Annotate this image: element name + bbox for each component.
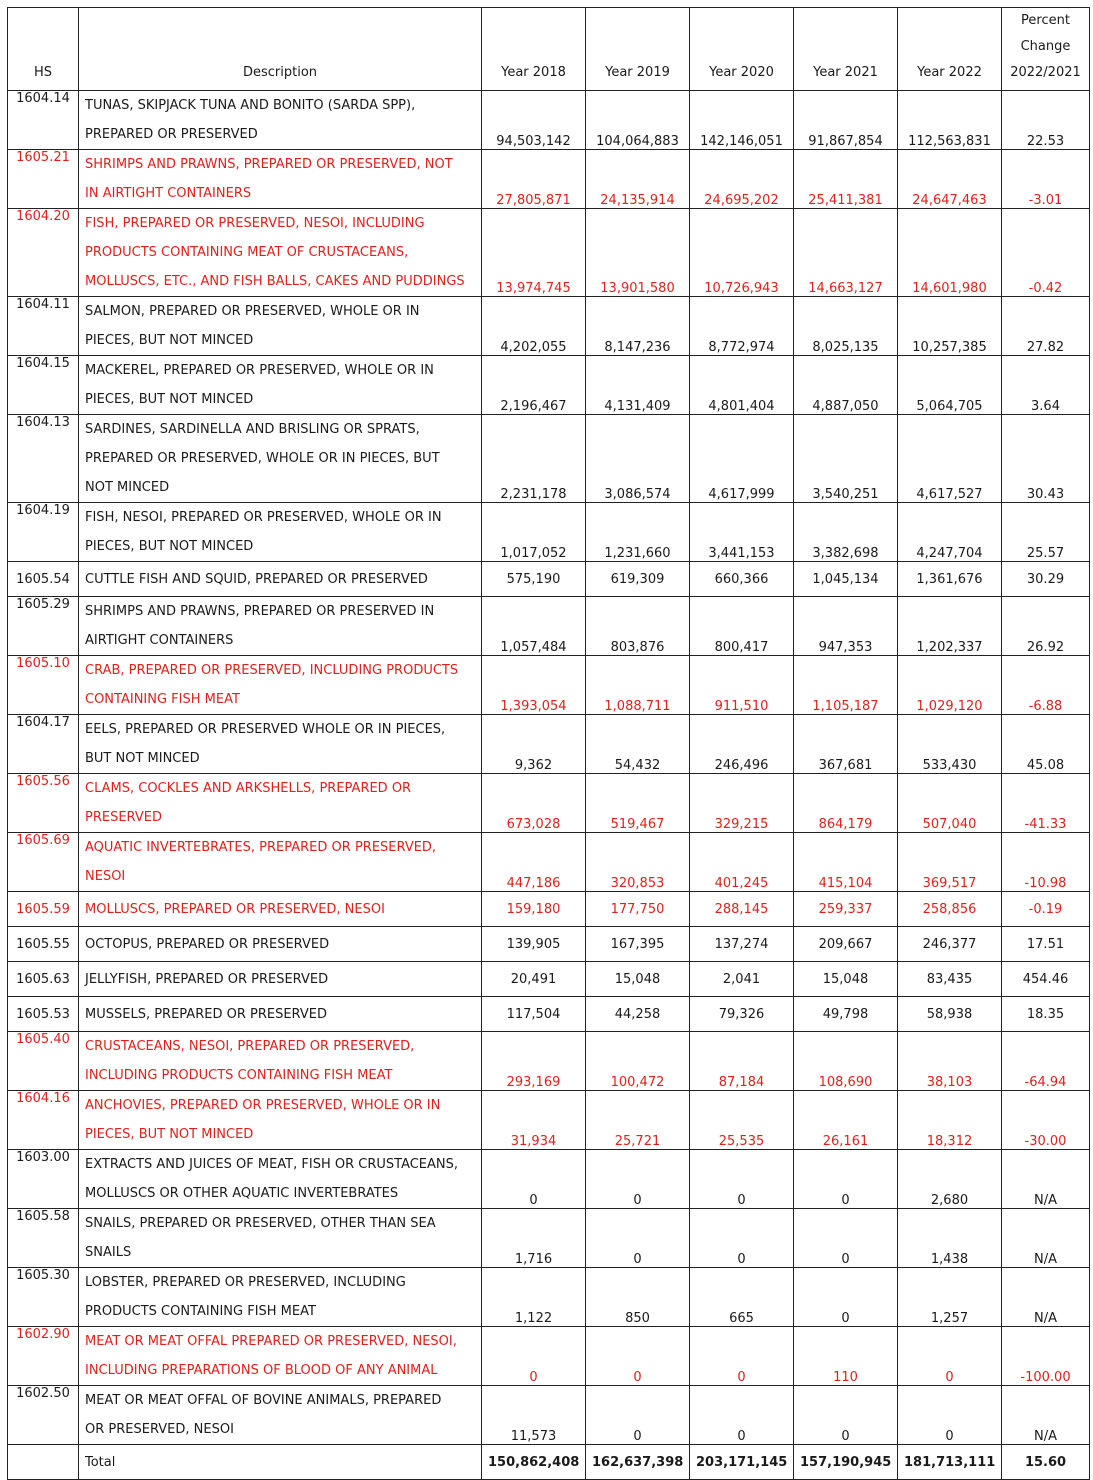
table-row: [8, 892, 1090, 927]
value-cell: 911,510: [690, 656, 794, 715]
table-row: [8, 415, 1090, 503]
value-cell: 110: [794, 1327, 898, 1386]
table-row: [8, 1091, 1090, 1150]
description-line: PRODUCTS CONTAINING MEAT OF CRUSTACEANS,: [85, 245, 409, 260]
table-row: [8, 774, 1090, 833]
description-line: OCTOPUS, PREPARED OR PRESERVED: [85, 936, 330, 952]
value-cell: 3,086,574: [586, 415, 690, 503]
description-line: CRUSTACEANS, NESOI, PREPARED OR PRESERVED,: [85, 1039, 415, 1054]
description-line: MACKEREL, PREPARED OR PRESERVED, WHOLE OR IN: [85, 363, 434, 378]
header-year: Year 2020: [690, 8, 794, 91]
value-cell: 1,122: [482, 1268, 586, 1327]
value-cell: 2,680: [898, 1150, 1002, 1209]
description-line: PIECES, BUT NOT MINCED: [85, 333, 254, 348]
table-row: [8, 356, 1090, 415]
value-cell: 117,504: [482, 997, 586, 1032]
header-year: Year 2022: [898, 8, 1002, 91]
value-cell: 2,041: [690, 962, 794, 997]
hs-code: 1603.00: [8, 1150, 79, 1209]
value-cell: 18,312: [898, 1091, 1002, 1150]
value-cell: 91,867,854: [794, 91, 898, 150]
table-row: [8, 1150, 1090, 1209]
percent-change: -10.98: [1002, 833, 1090, 892]
value-cell: 24,695,202: [690, 150, 794, 209]
percent-change: 3.64: [1002, 356, 1090, 415]
hs-code: 1605.29: [8, 597, 79, 656]
value-cell: 26,161: [794, 1091, 898, 1150]
value-cell: 137,274: [690, 927, 794, 962]
description-line: MOLLUSCS OR OTHER AQUATIC INVERTEBRATES: [85, 1186, 399, 1201]
hs-code: 1605.56: [8, 774, 79, 833]
value-cell: 8,147,236: [586, 297, 690, 356]
percent-change: 454.46: [1002, 962, 1090, 997]
hs-code: 1605.10: [8, 656, 79, 715]
value-cell: 447,186: [482, 833, 586, 892]
description-line: PREPARED OR PRESERVED, WHOLE OR IN PIECES, BUT: [85, 451, 440, 466]
value-cell: 104,064,883: [586, 91, 690, 150]
value-cell: 4,617,527: [898, 415, 1002, 503]
value-cell: 1,393,054: [482, 656, 586, 715]
value-cell: 94,503,142: [482, 91, 586, 150]
description: [79, 656, 482, 715]
value-cell: 20,491: [482, 962, 586, 997]
description: [79, 1386, 482, 1445]
value-cell: 4,617,999: [690, 415, 794, 503]
description: [79, 209, 482, 297]
header-year: Year 2021: [794, 8, 898, 91]
value-cell: 13,901,580: [586, 209, 690, 297]
percent-change: -30.00: [1002, 1091, 1090, 1150]
value-cell: 0: [690, 1209, 794, 1268]
value-cell: 1,438: [898, 1209, 1002, 1268]
value-cell: 0: [794, 1209, 898, 1268]
hs-code: 1605.59: [8, 892, 79, 927]
description-line: PREPARED OR PRESERVED: [85, 127, 258, 142]
value-cell: 2,196,467: [482, 356, 586, 415]
table-row: [8, 562, 1090, 597]
value-cell: 0: [586, 1209, 690, 1268]
table-row: [8, 1386, 1090, 1445]
value-cell: 87,184: [690, 1032, 794, 1091]
value-cell: 619,309: [586, 562, 690, 597]
value-cell: 108,690: [794, 1032, 898, 1091]
value-cell: 1,045,134: [794, 562, 898, 597]
description: [79, 927, 482, 962]
description: [79, 356, 482, 415]
hs-code: 1602.50: [8, 1386, 79, 1445]
value-cell: 1,017,052: [482, 503, 586, 562]
description-line: LOBSTER, PREPARED OR PRESERVED, INCLUDING: [85, 1275, 406, 1290]
value-cell: 401,245: [690, 833, 794, 892]
hs-code: 1604.13: [8, 415, 79, 503]
value-cell: 1,202,337: [898, 597, 1002, 656]
value-cell: 14,601,980: [898, 209, 1002, 297]
value-cell: 3,540,251: [794, 415, 898, 503]
percent-change: -100.00: [1002, 1327, 1090, 1386]
header-year: Year 2018: [482, 8, 586, 91]
value-cell: 864,179: [794, 774, 898, 833]
description: [79, 1268, 482, 1327]
value-cell: 0: [794, 1268, 898, 1327]
value-cell: 0: [898, 1386, 1002, 1445]
description-line: PIECES, BUT NOT MINCED: [85, 539, 254, 554]
hs-code: 1604.20: [8, 209, 79, 297]
table-row: [8, 1268, 1090, 1327]
value-cell: 79,326: [690, 997, 794, 1032]
table-row: [8, 715, 1090, 774]
description-line: AQUATIC INVERTEBRATES, PREPARED OR PRESERVED,: [85, 840, 437, 855]
value-cell: 25,721: [586, 1091, 690, 1150]
description: [79, 562, 482, 597]
value-cell: 4,131,409: [586, 356, 690, 415]
value-cell: 665: [690, 1268, 794, 1327]
description: [79, 297, 482, 356]
table-row: [8, 1032, 1090, 1091]
description-line: MEAT OR MEAT OFFAL PREPARED OR PRESERVED, NESOI,: [85, 1334, 457, 1349]
hs-code: 1602.90: [8, 1327, 79, 1386]
description-line: MUSSELS, PREPARED OR PRESERVED: [85, 1006, 327, 1022]
value-cell: 0: [690, 1327, 794, 1386]
value-cell: 38,103: [898, 1032, 1002, 1091]
value-cell: 25,535: [690, 1091, 794, 1150]
value-cell: 25,411,381: [794, 150, 898, 209]
table-row: [8, 150, 1090, 209]
table-row: [8, 91, 1090, 150]
value-cell: 1,105,187: [794, 656, 898, 715]
value-cell: 519,467: [586, 774, 690, 833]
value-cell: 329,215: [690, 774, 794, 833]
description-line: MOLLUSCS, ETC., AND FISH BALLS, CAKES AND PUDDINGS: [85, 274, 465, 289]
hs-code: [8, 1445, 79, 1480]
value-cell: 369,517: [898, 833, 1002, 892]
header-description: Description: [79, 8, 482, 91]
description: [79, 892, 482, 927]
percent-change: -41.33: [1002, 774, 1090, 833]
value-cell: 0: [586, 1150, 690, 1209]
description-line: INCLUDING PRODUCTS CONTAINING FISH MEAT: [85, 1068, 393, 1083]
hs-code: 1604.17: [8, 715, 79, 774]
value-cell: 13,974,745: [482, 209, 586, 297]
value-cell: 1,257: [898, 1268, 1002, 1327]
total-row: [8, 1445, 1090, 1480]
hs-code: 1605.58: [8, 1209, 79, 1268]
value-cell: 0: [898, 1327, 1002, 1386]
description: [79, 774, 482, 833]
description: [79, 997, 482, 1032]
table-body: [8, 91, 1090, 1480]
percent-change: N/A: [1002, 1268, 1090, 1327]
description-line: SNAILS: [85, 1245, 132, 1260]
value-cell: 24,647,463: [898, 150, 1002, 209]
value-cell: 44,258: [586, 997, 690, 1032]
table-row: [8, 997, 1090, 1032]
value-cell: 850: [586, 1268, 690, 1327]
hs-code: 1604.15: [8, 356, 79, 415]
description-line: PIECES, BUT NOT MINCED: [85, 1127, 254, 1142]
value-cell: 320,853: [586, 833, 690, 892]
value-cell: 49,798: [794, 997, 898, 1032]
percent-change: N/A: [1002, 1209, 1090, 1268]
value-cell: 800,417: [690, 597, 794, 656]
value-cell: 139,905: [482, 927, 586, 962]
value-cell: 24,135,914: [586, 150, 690, 209]
description-line: FISH, NESOI, PREPARED OR PRESERVED, WHOLE OR IN: [85, 510, 442, 525]
value-cell: 2,231,178: [482, 415, 586, 503]
header-percent-change: Percent Change 2022/2021: [1002, 8, 1090, 91]
description: [79, 1150, 482, 1209]
value-cell: 15,048: [794, 962, 898, 997]
description: [79, 833, 482, 892]
value-cell: 8,772,974: [690, 297, 794, 356]
value-cell: 54,432: [586, 715, 690, 774]
value-cell: 1,716: [482, 1209, 586, 1268]
percent-change: -0.42: [1002, 209, 1090, 297]
percent-change: 18.35: [1002, 997, 1090, 1032]
value-cell: 112,563,831: [898, 91, 1002, 150]
value-cell: 31,934: [482, 1091, 586, 1150]
value-cell: 167,395: [586, 927, 690, 962]
description-line: NESOI: [85, 869, 126, 884]
description: [79, 715, 482, 774]
value-cell: 4,801,404: [690, 356, 794, 415]
description: [79, 1327, 482, 1386]
description: [79, 91, 482, 150]
description-line: OR PRESERVED, NESOI: [85, 1422, 234, 1437]
hs-code: 1604.19: [8, 503, 79, 562]
value-cell: 533,430: [898, 715, 1002, 774]
table-row: [8, 597, 1090, 656]
trade-table: [7, 7, 1090, 1480]
description-line: MOLLUSCS, PREPARED OR PRESERVED, NESOI: [85, 901, 385, 917]
value-cell: 209,667: [794, 927, 898, 962]
total-value: 150,862,408: [482, 1445, 586, 1480]
description-line: PRODUCTS CONTAINING FISH MEAT: [85, 1304, 316, 1319]
description-line: SALMON, PREPARED OR PRESERVED, WHOLE OR IN: [85, 304, 420, 319]
value-cell: 14,663,127: [794, 209, 898, 297]
description-line: EXTRACTS AND JUICES OF MEAT, FISH OR CRUSTACEANS,: [85, 1157, 459, 1172]
description: [79, 503, 482, 562]
value-cell: 4,887,050: [794, 356, 898, 415]
value-cell: 1,088,711: [586, 656, 690, 715]
value-cell: 5,064,705: [898, 356, 1002, 415]
description-line: JELLYFISH, PREPARED OR PRESERVED: [85, 971, 329, 987]
description-line: SNAILS, PREPARED OR PRESERVED, OTHER THAN SEA: [85, 1216, 436, 1231]
value-cell: 367,681: [794, 715, 898, 774]
description: [79, 150, 482, 209]
value-cell: 177,750: [586, 892, 690, 927]
hs-code: 1605.30: [8, 1268, 79, 1327]
value-cell: 1,231,660: [586, 503, 690, 562]
header-hs: HS: [8, 8, 79, 91]
description-line: TUNAS, SKIPJACK TUNA AND BONITO (SARDA SPP),: [85, 98, 416, 113]
table-row: [8, 927, 1090, 962]
value-cell: 0: [482, 1327, 586, 1386]
value-cell: 4,202,055: [482, 297, 586, 356]
value-cell: 159,180: [482, 892, 586, 927]
total-value: 157,190,945: [794, 1445, 898, 1480]
description-line: IN AIRTIGHT CONTAINERS: [85, 186, 252, 201]
table-row: [8, 833, 1090, 892]
value-cell: 415,104: [794, 833, 898, 892]
table-row: [8, 656, 1090, 715]
hs-code: 1604.14: [8, 91, 79, 150]
hs-code: 1605.63: [8, 962, 79, 997]
value-cell: 288,145: [690, 892, 794, 927]
value-cell: 0: [690, 1386, 794, 1445]
percent-change: 30.29: [1002, 562, 1090, 597]
hs-code: 1604.11: [8, 297, 79, 356]
value-cell: 673,028: [482, 774, 586, 833]
percent-change: 25.57: [1002, 503, 1090, 562]
description: [79, 1032, 482, 1091]
description-line: SARDINES, SARDINELLA AND BRISLING OR SPRATS,: [85, 422, 420, 437]
value-cell: 11,573: [482, 1386, 586, 1445]
percent-change: -6.88: [1002, 656, 1090, 715]
value-cell: 803,876: [586, 597, 690, 656]
percent-change: 27.82: [1002, 297, 1090, 356]
total-label: Total: [79, 1445, 482, 1480]
description-line: SHRIMPS AND PRAWNS, PREPARED OR PRESERVED IN: [85, 604, 435, 619]
percent-change: N/A: [1002, 1386, 1090, 1445]
value-cell: 246,496: [690, 715, 794, 774]
description-line: PRESERVED: [85, 810, 162, 825]
value-cell: 947,353: [794, 597, 898, 656]
hs-code: 1605.21: [8, 150, 79, 209]
value-cell: 83,435: [898, 962, 1002, 997]
header-year: Year 2019: [586, 8, 690, 91]
description-line: PIECES, BUT NOT MINCED: [85, 392, 254, 407]
percent-change: -0.19: [1002, 892, 1090, 927]
percent-change: 17.51: [1002, 927, 1090, 962]
description-line: BUT NOT MINCED: [85, 751, 200, 766]
value-cell: 100,472: [586, 1032, 690, 1091]
description-line: CUTTLE FISH AND SQUID, PREPARED OR PRESERVED: [85, 571, 428, 587]
description: [79, 1091, 482, 1150]
value-cell: 0: [794, 1386, 898, 1445]
description-line: CONTAINING FISH MEAT: [85, 692, 240, 707]
value-cell: 142,146,051: [690, 91, 794, 150]
description-line: INCLUDING PREPARATIONS OF BLOOD OF ANY ANIMAL: [85, 1363, 438, 1378]
percent-change: 26.92: [1002, 597, 1090, 656]
value-cell: 1,029,120: [898, 656, 1002, 715]
value-cell: 0: [690, 1150, 794, 1209]
table-row: [8, 297, 1090, 356]
value-cell: 15,048: [586, 962, 690, 997]
value-cell: 58,938: [898, 997, 1002, 1032]
value-cell: 1,057,484: [482, 597, 586, 656]
value-cell: 0: [586, 1327, 690, 1386]
table-row: [8, 962, 1090, 997]
value-cell: 0: [794, 1150, 898, 1209]
value-cell: 3,382,698: [794, 503, 898, 562]
hs-code: 1605.40: [8, 1032, 79, 1091]
description-line: NOT MINCED: [85, 480, 170, 495]
description-line: ANCHOVIES, PREPARED OR PRESERVED, WHOLE OR IN: [85, 1098, 441, 1113]
percent-change: N/A: [1002, 1150, 1090, 1209]
value-cell: 4,247,704: [898, 503, 1002, 562]
description-line: CLAMS, COCKLES AND ARKSHELLS, PREPARED OR: [85, 781, 412, 796]
hs-code: 1605.53: [8, 997, 79, 1032]
hs-code: 1605.54: [8, 562, 79, 597]
total-value: 162,637,398: [586, 1445, 690, 1480]
total-value: 181,713,111: [898, 1445, 1002, 1480]
description-line: SHRIMPS AND PRAWNS, PREPARED OR PRESERVED, NOT: [85, 157, 453, 172]
description-line: CRAB, PREPARED OR PRESERVED, INCLUDING PRODUCTS: [85, 663, 459, 678]
hs-code: 1605.55: [8, 927, 79, 962]
description: [79, 1209, 482, 1268]
value-cell: 8,025,135: [794, 297, 898, 356]
total-value: 203,171,145: [690, 1445, 794, 1480]
table-row: [8, 503, 1090, 562]
table-header: [8, 8, 1090, 91]
value-cell: 259,337: [794, 892, 898, 927]
value-cell: 293,169: [482, 1032, 586, 1091]
value-cell: 0: [482, 1150, 586, 1209]
value-cell: 27,805,871: [482, 150, 586, 209]
description-line: MEAT OR MEAT OFFAL OF BOVINE ANIMALS, PREPARED: [85, 1393, 442, 1408]
description-line: FISH, PREPARED OR PRESERVED, NESOI, INCLUDING: [85, 216, 425, 231]
hs-code: 1605.69: [8, 833, 79, 892]
value-cell: 575,190: [482, 562, 586, 597]
description: [79, 962, 482, 997]
description-line: AIRTIGHT CONTAINERS: [85, 633, 234, 648]
value-cell: 10,257,385: [898, 297, 1002, 356]
description-line: EELS, PREPARED OR PRESERVED WHOLE OR IN PIECES,: [85, 722, 446, 737]
value-cell: 246,377: [898, 927, 1002, 962]
percent-change: -3.01: [1002, 150, 1090, 209]
percent-change: 45.08: [1002, 715, 1090, 774]
value-cell: 660,366: [690, 562, 794, 597]
percent-change: 22.53: [1002, 91, 1090, 150]
description: [79, 415, 482, 503]
table-row: [8, 1209, 1090, 1268]
total-percent-change: 15.60: [1002, 1445, 1090, 1480]
hs-code: 1604.16: [8, 1091, 79, 1150]
percent-change: 30.43: [1002, 415, 1090, 503]
value-cell: 9,362: [482, 715, 586, 774]
value-cell: 0: [586, 1386, 690, 1445]
table-row: [8, 1327, 1090, 1386]
value-cell: 258,856: [898, 892, 1002, 927]
value-cell: 507,040: [898, 774, 1002, 833]
value-cell: 10,726,943: [690, 209, 794, 297]
value-cell: 3,441,153: [690, 503, 794, 562]
value-cell: 1,361,676: [898, 562, 1002, 597]
table-row: [8, 209, 1090, 297]
description: [79, 597, 482, 656]
percent-change: -64.94: [1002, 1032, 1090, 1091]
